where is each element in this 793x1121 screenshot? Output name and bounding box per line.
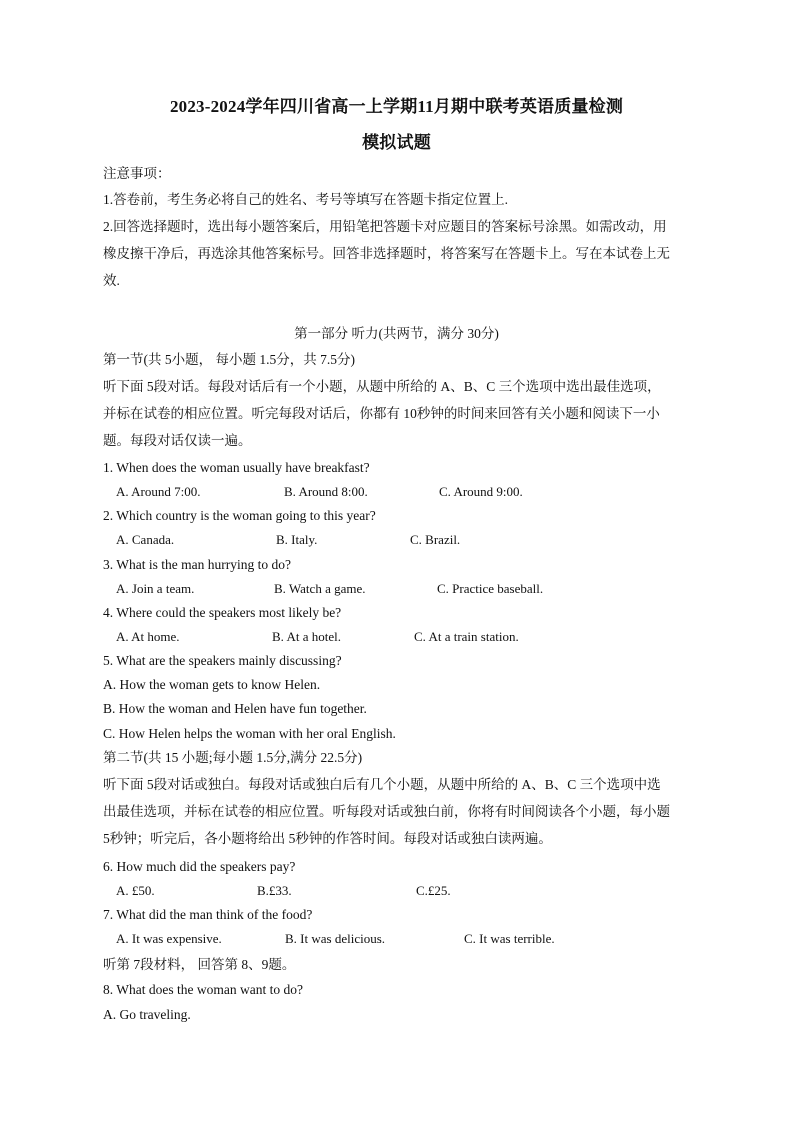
section2-instructions-line-2: 出最佳选项，并标在试卷的相应位置。听每段对话或独白前，你将有时间阅读各个小题，每小题 [103, 804, 670, 819]
q8-option-a: A. Go traveling. [103, 1007, 191, 1022]
question-6: 6. How much did the speakers pay? [103, 859, 296, 874]
q5-option-a: A. How the woman gets to know Helen. [103, 677, 321, 692]
q2-option-c: C. Brazil. [410, 532, 461, 547]
q7-option-a: A. It was expensive. [116, 931, 222, 946]
section1-instructions-line-1: 听下面 5段对话。每段对话后有一个小题，从题中所给的 A、B、C 三个选项中选出最佳选项， [103, 379, 661, 394]
notice-item-1: 1.答卷前，考生务必将自己的姓名、考号等填写在答题卡指定位置上. [103, 192, 508, 207]
notice-item-2-line-1: 2.回答选择题时，选出每小题答案后，用铅笔把答题卡对应题目的答案标号涂黑。如需改动，用 [103, 219, 667, 234]
question-1: 1. When does the woman usually have breakfast? [103, 460, 370, 475]
part1-heading: 第一部分 听力(共两节，满分 30分) [294, 326, 499, 341]
q4-option-c: C. At a train station. [414, 629, 519, 644]
question-4: 4. Where could the speakers most likely be? [103, 605, 342, 620]
q4-option-a: A. At home. [116, 629, 180, 644]
q3-option-c: C. Practice baseball. [437, 581, 544, 596]
q6-option-c: C.£25. [416, 883, 451, 898]
q3-option-a: A. Join a team. [116, 581, 195, 596]
material-7-instruction: 听第 7段材料， 回答第 8、9题。 [103, 957, 296, 972]
q6-option-a: A. £50. [116, 883, 155, 898]
q6-option-b: B.£33. [257, 883, 292, 898]
notice-item-2-line-2: 橡皮擦干净后，再选涂其他答案标号。回答非选择题时，将答案写在答题卡上。写在本试卷上无 [103, 246, 670, 261]
q7-option-c: C. It was terrible. [464, 931, 555, 946]
q2-option-b: B. Italy. [276, 532, 318, 547]
q7-option-b: B. It was delicious. [285, 931, 386, 946]
exam-subtitle: 模拟试题 [362, 133, 431, 152]
section1-instructions-line-3: 题。每段对话仅读一遍。 [103, 433, 252, 448]
section1-heading: 第一节(共 5小题， 每小题 1.5分，共 7.5分) [103, 352, 355, 367]
question-3: 3. What is the man hurrying to do? [103, 557, 291, 572]
question-7: 7. What did the man think of the food? [103, 907, 313, 922]
q4-option-b: B. At a hotel. [272, 629, 341, 644]
notice-heading: 注意事项： [103, 166, 171, 181]
q1-option-b: B. Around 8:00. [284, 484, 368, 499]
section2-instructions-line-3: 5秒钟；听完后，各小题将给出 5秒钟的作答时间。每段对话或独白读两遍。 [103, 831, 552, 846]
notice-item-2-line-3: 效. [103, 273, 120, 288]
q5-option-b: B. How the woman and Helen have fun together. [103, 701, 367, 716]
question-2: 2. Which country is the woman going to this year? [103, 508, 376, 523]
section2-heading: 第二节(共 15 小题;每小题 1.5分,满分 22.5分) [103, 750, 363, 765]
question-5: 5. What are the speakers mainly discussing? [103, 653, 342, 668]
q5-option-c: C. How Helen helps the woman with her oral English. [103, 726, 396, 741]
section1-instructions-line-2: 并标在试卷的相应位置。听完每段对话后，你都有 10秒钟的时间来回答有关小题和阅读下一小 [103, 406, 660, 421]
q2-option-a: A. Canada. [116, 532, 175, 547]
question-8: 8. What does the woman want to do? [103, 982, 303, 997]
q1-option-c: C. Around 9:00. [439, 484, 523, 499]
q3-option-b: B. Watch a game. [274, 581, 366, 596]
section2-instructions-line-1: 听下面 5段对话或独白。每段对话或独白后有几个小题，从题中所给的 A、B、C 三个选项中选 [103, 777, 661, 792]
exam-title: 2023-2024学年四川省高一上学期11月期中联考英语质量检测 [169, 97, 624, 116]
q1-option-a: A. Around 7:00. [116, 484, 201, 499]
